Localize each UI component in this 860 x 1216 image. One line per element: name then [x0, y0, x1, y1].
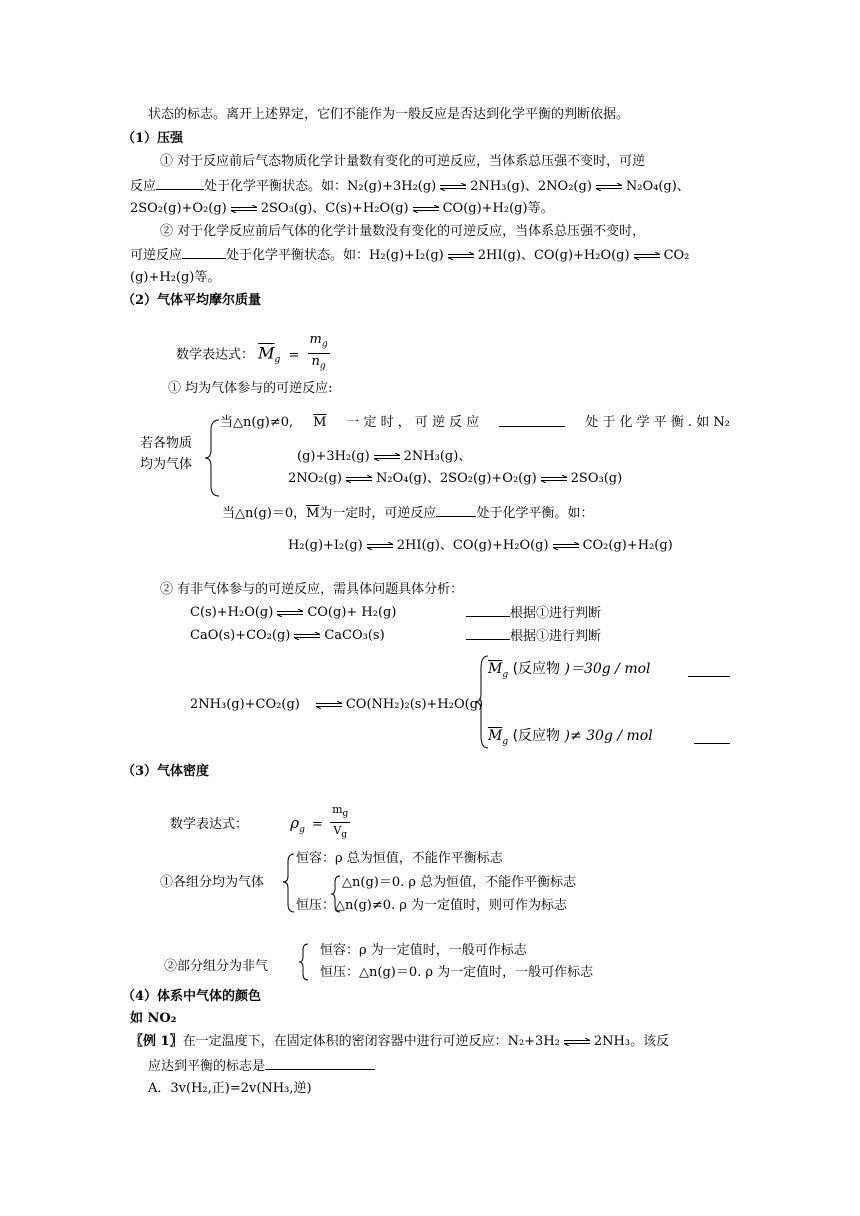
equilibrium-arrow-icon [344, 475, 374, 483]
condition-line-5: H₂(g)+I₂(g) 2HI(g)、CO(g)+H₂O(g) CO₂(g)+H₂(g) [288, 538, 673, 553]
heading-pressure: （1）压强 [122, 131, 184, 146]
left-label-b: 均为气体 [140, 457, 193, 472]
pressure-item-2: ② 对于化学反应前后气体的化学计量数没有变化的可逆反应，当体系总压强不变时， [160, 224, 646, 239]
density-case-2-label: ②部分组分为非气 [164, 959, 269, 974]
equilibrium-arrow-icon [365, 542, 395, 550]
intro-line: 状态的标志。离开上述界定，它们不能作为一般反应是否达到化学平衡的判断依据。 [148, 107, 630, 122]
density-formula: 数学表达式： $\rho_g$ = $\frac{m_g}{V_g}$ [170, 803, 349, 841]
color-example: 如 NO₂ [130, 1011, 177, 1026]
reaction-2-note: 根据①进行判断 [466, 627, 601, 646]
reaction-1-note: 根据①进行判断 [466, 604, 601, 623]
condition-line-1: 当△n(g)≠0, $\overline{M}$ 一 定 时 ， 可 逆 反 应 处 于 化 学 平 衡 . 如 N₂ [220, 415, 730, 430]
equilibrium-arrow-icon [594, 183, 624, 191]
option-a: A．3v(H₂,正)=2v(NH₃,逆) [148, 1081, 312, 1096]
equilibrium-arrow-icon [562, 1038, 592, 1046]
heading-molar-mass: （2）气体平均摩尔质量 [122, 293, 262, 308]
pressure-item-1: ① 对于反应前后气态物质化学计量数有变化的可逆反应，当体系总压强不变时，可逆 [160, 154, 646, 169]
fill-blank[interactable] [466, 627, 510, 640]
case-non-gas: ② 有非气体参与的可逆反应，需具体问题具体分析： [160, 582, 464, 597]
left-label-a: 若各物质 [140, 436, 193, 451]
equilibrium-arrow-icon [372, 453, 402, 461]
fill-blank[interactable] [499, 414, 565, 427]
condition-eq: $\overline{M}_g$ (反应物 )＝30g / mol [488, 661, 651, 680]
condition-line-3: 2NO₂(g) N₂O₄(g)、2SO₂(g)+O₂(g) 2SO₃(g) [288, 471, 623, 486]
equilibrium-arrow-icon [411, 205, 441, 213]
fill-blank[interactable] [436, 504, 476, 517]
fill-blank[interactable] [688, 664, 730, 677]
equilibrium-arrow-icon [275, 609, 305, 617]
equilibrium-arrow-icon [446, 252, 476, 260]
heading-color: （4）体系中气体的颜色 [122, 989, 262, 1004]
equilibrium-arrow-icon [539, 475, 569, 483]
fill-blank[interactable] [182, 246, 226, 259]
equilibrium-arrow-icon [551, 542, 581, 550]
equilibrium-arrow-icon [438, 183, 468, 191]
heading-density: （3）气体密度 [122, 764, 210, 779]
fill-blank[interactable] [694, 731, 730, 744]
equilibrium-arrow-icon [292, 632, 322, 640]
density-case-2-pressure: 恒压：△n(g)＝0. ρ 为一定值时，一般可作标志 [320, 965, 594, 980]
reaction-3: 2NH₃(g)+CO₂(g) CO(NH₂)₂(s)+H₂O(g) [190, 697, 484, 712]
density-const-pressure-b: 恒压：△n(g)≠0. ρ 为一定值时，则可作为标志 [296, 898, 568, 913]
pressure-item-1-line3: 2SO₂(g)+O₂(g) 2SO₃(g)、C(s)+H₂O(g) CO(g)+H₂(g)等。 [130, 201, 554, 216]
density-case-2-volume: 恒容：ρ 为一定值时，一般可作标志 [320, 943, 527, 958]
fill-blank[interactable] [466, 604, 510, 617]
density-const-pressure-a: △n(g)＝0. ρ 总为恒值，不能作平衡标志 [342, 875, 577, 890]
example-1-line2: 应达到平衡的标志是 [148, 1057, 375, 1076]
equilibrium-arrow-icon [314, 701, 344, 709]
condition-line-2: (g)+3H₂(g) 2NH₃(g)、 [297, 449, 472, 464]
condition-line-4: 当△n(g)＝0，$\overline{M}$为一定时，可逆反应 处于化学平衡。如： [222, 506, 594, 521]
curly-brace-icon [282, 852, 296, 914]
fill-blank[interactable] [156, 177, 204, 190]
curly-brace-icon [298, 942, 310, 982]
answer-blank[interactable] [265, 1057, 375, 1070]
density-const-volume: 恒容：ρ 总为恒值，不能作平衡标志 [296, 851, 503, 866]
example-1: 〖例 1〗在一定温度下，在固定体积的密闭容器中进行可逆反应：N₂+3H₂ 2NH₃。该反 [130, 1034, 670, 1049]
case-all-gas: ① 均为气体参与的可逆反应: [168, 381, 333, 396]
curly-brace-icon [203, 418, 221, 498]
pressure-item-1-line2: 反应 处于化学平衡状态。如：N₂(g)+3H₂(g) 2NH₃(g)、2NO₂(g) N₂O₄(g)、 [130, 179, 690, 194]
pressure-item-2-line3: (g)+H₂(g)等。 [130, 270, 221, 285]
molar-mass-formula: 数学表达式： $\overline{M}_g$ = $\frac{m_g}{n_g}$ [176, 332, 328, 372]
equilibrium-arrow-icon [229, 205, 259, 213]
density-case-1-label: ①各组分均为气体 [160, 875, 265, 890]
equilibrium-arrow-icon [632, 252, 662, 260]
condition-neq: $\overline{M}_g$ (反应物 )≠ 30g / mol [488, 728, 653, 747]
reaction-2: CaO(s)+CO₂(g) CaCO₃(s) [190, 628, 385, 643]
pressure-item-2-line2: 可逆反应 处于化学平衡状态。如：H₂(g)+I₂(g) 2HI(g)、CO(g)+H₂O(g) CO₂ [130, 248, 690, 263]
reaction-1: C(s)+H₂O(g) CO(g)+ H₂(g) [190, 605, 397, 620]
